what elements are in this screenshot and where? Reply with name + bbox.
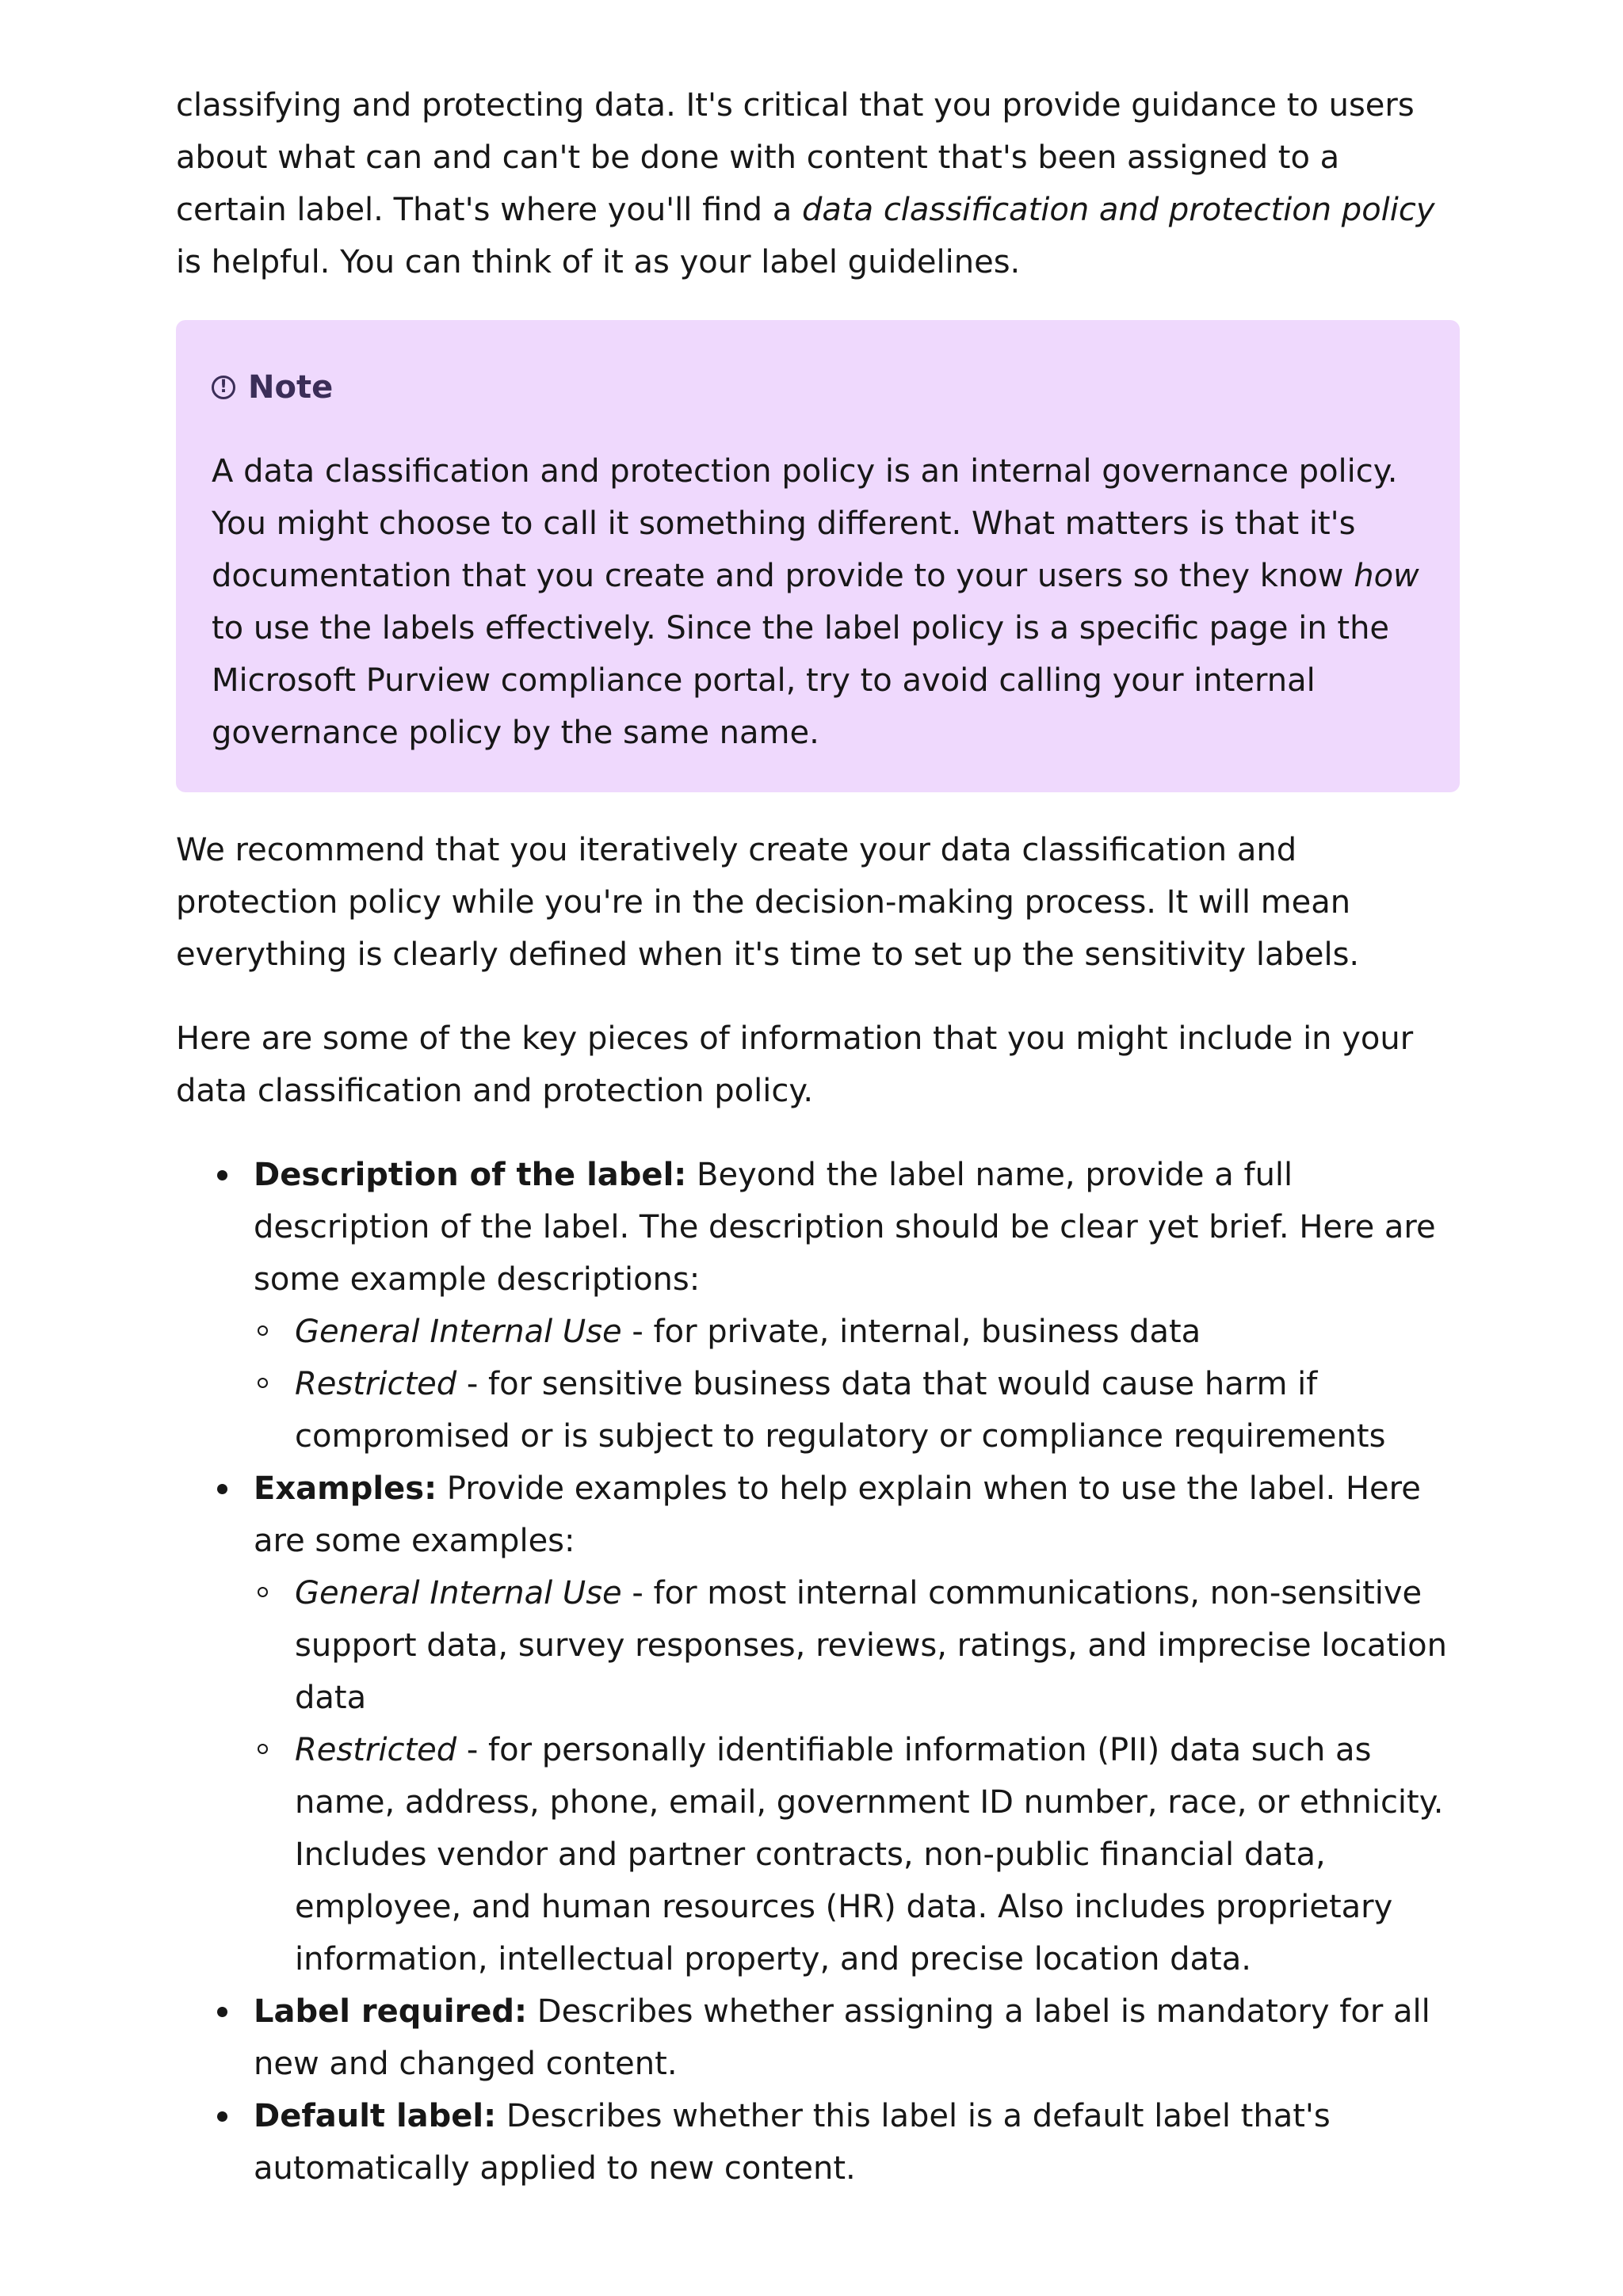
note-emphasis: how — [1354, 558, 1419, 594]
list-item-term: Default label: — [254, 2098, 497, 2134]
list-subitem — [295, 1358, 1460, 1463]
subitem-term: General Internal Use — [295, 1314, 622, 1350]
list-item-term: Description of the label: — [254, 1157, 687, 1193]
intro-emphasis: data classification and protection policy — [802, 192, 1435, 228]
recommendation-paragraph: We recommend that you iteratively create your data classification and protection policy while you're in the decision-making process. It will mean everything is clearly defined when it's time to set up the sensitivity labels. — [176, 832, 1360, 973]
intro-paragraph — [176, 79, 1460, 288]
subitem-term: General Internal Use — [295, 1575, 622, 1611]
note-text-end: to use the labels effectively. Since the label policy is a specific page in the Microsoft Purview compliance portal, try to avoid calling your internal governance policy by the same name. — [212, 610, 1390, 751]
subitem-text: - for personally identifiable information (PII) data such as name, address, phone, email, government ID number, race, or ethnicity. Includes vendor and partner contracts, non-public financial data, employee, and human resources (HR) data. Also includes proprietary information, intellectual property, and precise location data. — [295, 1732, 1444, 1978]
subitem-term: Restricted — [295, 1366, 457, 1402]
list-item-description — [254, 1149, 1460, 1463]
note-header — [212, 361, 1423, 414]
list-item-default-label — [254, 2090, 1460, 2195]
info-circle-icon: ! — [212, 376, 235, 399]
policy-info-list — [176, 1149, 1460, 2195]
list-item-text: Describes whether this label is a default label that's automatically applied to new content. — [254, 2098, 1331, 2187]
list-item-term: Examples: — [254, 1470, 437, 1507]
list-item-examples — [254, 1463, 1460, 1985]
key-info-paragraph: Here are some of the key pieces of information that you might include in your data classification and protection policy. — [176, 1020, 1414, 1109]
subitem-text: - for most internal communications, non-sensitive support data, survey responses, reviews, ratings, and imprecise location data — [295, 1575, 1447, 1716]
list-item-label-required — [254, 1985, 1460, 2090]
list-item-text: Describes whether assigning a label is mandatory for all new and changed content. — [254, 1993, 1430, 2082]
list-subitem — [295, 1724, 1460, 1985]
examples-list — [254, 1567, 1460, 1985]
note-body — [212, 445, 1423, 759]
note-callout — [176, 320, 1460, 792]
list-item-text: Provide examples to help explain when to use the label. Here are some examples: — [254, 1470, 1421, 1559]
list-subitem — [295, 1306, 1460, 1358]
note-title: Note — [248, 369, 334, 406]
subitem-text: - for private, internal, business data — [621, 1314, 1201, 1350]
intro-text-end: is helpful. You can think of it as your label guidelines. — [176, 244, 1021, 280]
subitem-text: - for sensitive business data that would cause harm if compromised or is subject to regulatory or compliance requirements — [295, 1366, 1386, 1455]
list-item-text: Beyond the label name, provide a full description of the label. The description should be clear yet brief. Here are some example descriptions: — [254, 1157, 1436, 1298]
description-examples-list — [254, 1306, 1460, 1463]
article-content — [176, 79, 1460, 2195]
note-text: A data classification and protection policy is an internal governance policy. You might choose to call it something different. What matters is that it's documentation that you create and provide to your users so they know — [212, 453, 1398, 594]
intro-text: classifying and protecting data. It's critical that you provide guidance to users about what can and can't be done with content that's been assigned to a certain label. That's where you'll find a — [176, 87, 1415, 228]
list-subitem — [295, 1567, 1460, 1724]
list-item-term: Label required: — [254, 1993, 528, 2030]
subitem-term: Restricted — [295, 1732, 457, 1768]
